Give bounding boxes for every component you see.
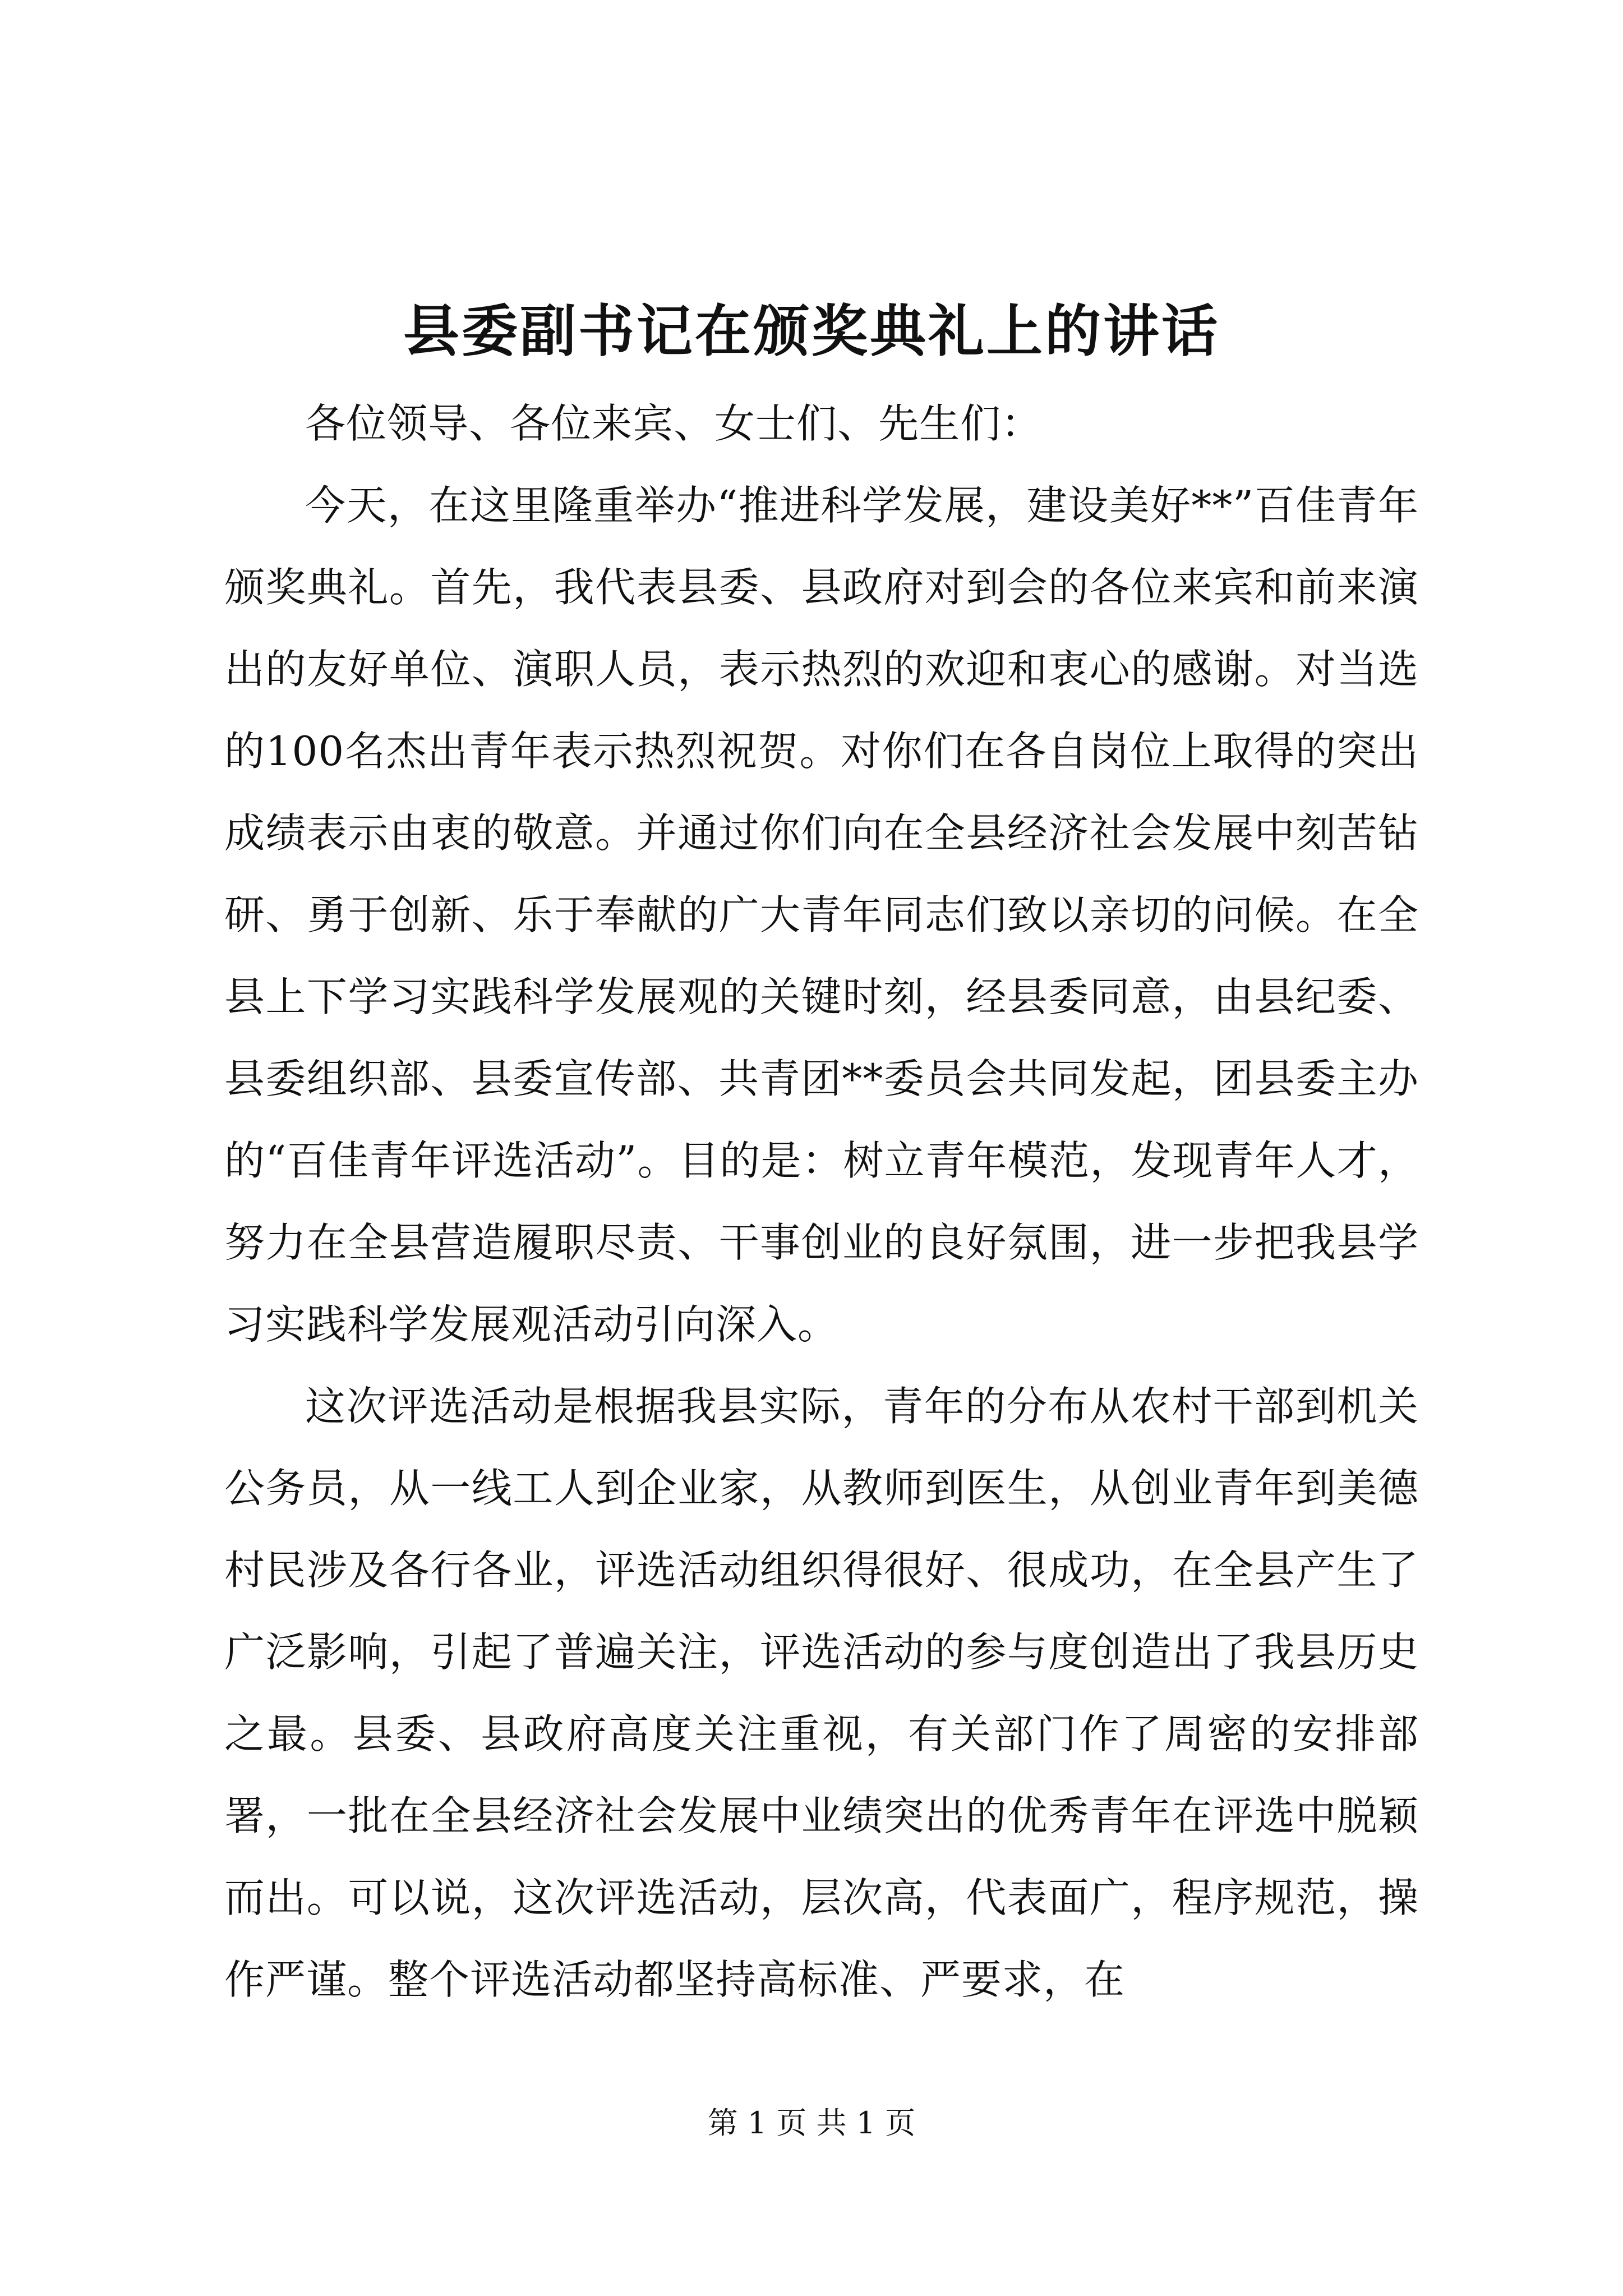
document-body xyxy=(224,383,1419,2021)
paragraph-2: 这次评选活动是根据我县实际，青年的分布从农村干部到机关公务员，从一线工人到企业家，从教师到医生，从创业青年到美德村民涉及各行各业，评选活动组织得很好、很成功，在全县产生了广泛影响，引起了普遍关注，评选活动的参与度创造出了我县历史之最。县委、县政府高度关注重视，有关部门作了周密的安排部署，一批在全县经济社会发展中业绩突出的优秀青年在评选中脱颖而出。可以说，这次评选活动，层次高，代表面广，程序规范，操作严谨。整个评选活动都坚持高标准、严要求，在 xyxy=(224,1383,1419,2003)
page-number-footer: 第 1 页 共 1 页 xyxy=(707,2105,916,2141)
salutation: 各位领导、各位来宾、女士们、先生们： xyxy=(305,400,1043,447)
paragraph-1: 今天，在这里隆重举办“推进科学发展，建设美好**”百佳青年颁奖典礼。首先，我代表县委、县政府对到会的各位来宾和前来演出的友好单位、演职人员，表示热烈的欢迎和衷心的感谢。对当选的100名杰出青年表示热烈祝贺。对你们在各自岗位上取得的突出成绩表示由衷的敬意。并通过你们向在全县经济社会发展中刻苦钻研、勇于创新、乐于奉献的广大青年同志们致以亲切的问候。在全县上下学习实践科学发展观的关键时刻，经县委同意，由县纪委、县委组织部、县委宣传部、共青团**委员会共同发起，团县委主办的“百佳青年评选活动”。目的是：树立青年模范，发现青年人才，努力在全县营造履职尽责、干事创业的良好氛围，进一步把我县学习实践科学发展观活动引向深入。 xyxy=(224,482,1419,1348)
document-title: 县委副书记在颁奖典礼上的讲话 xyxy=(403,298,1220,364)
